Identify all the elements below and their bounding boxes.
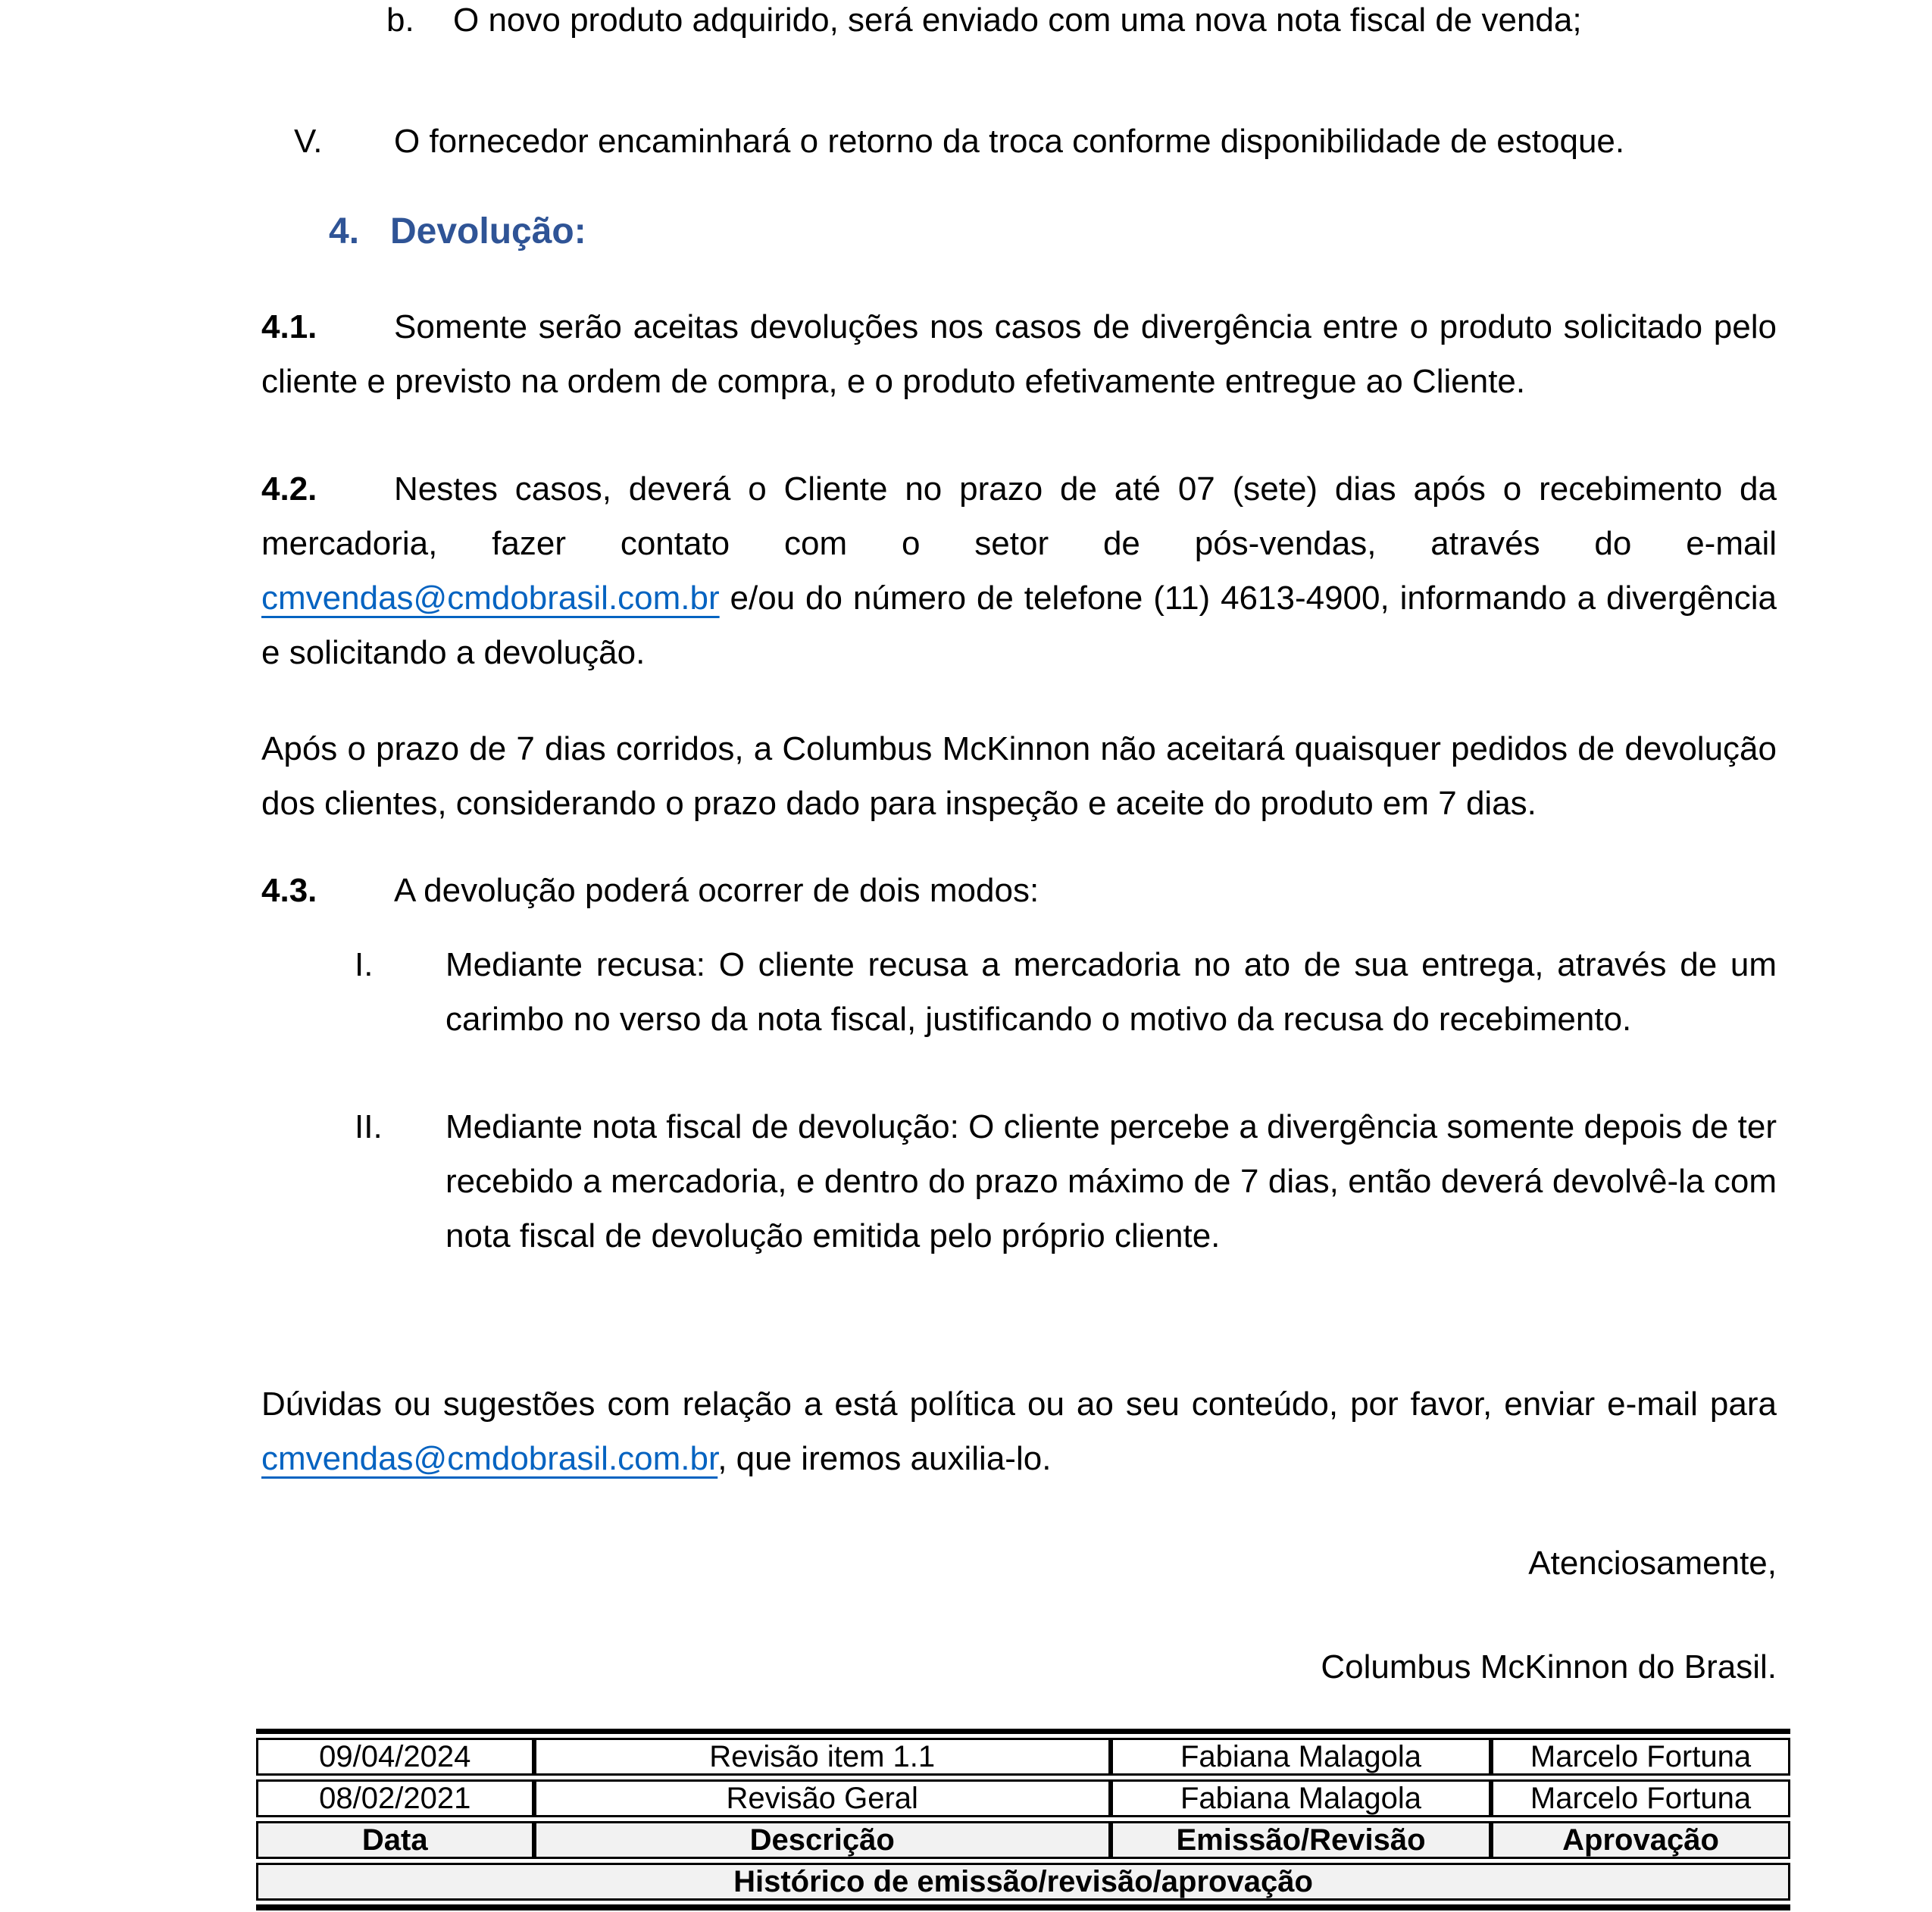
list-item-b-label: b.: [386, 2, 414, 39]
cell-approval-1: Marcelo Fortuna: [1491, 1738, 1790, 1776]
paragraph-4-1-text: Somente serão aceitas devoluções nos casos de divergência entre o produto solicitado pelo cliente e previsto na ordem de compra, e o produto efetivamente entregue ao Cliente.: [261, 308, 1777, 400]
list-item-roman-2-text: Mediante nota fiscal de devolução: O cliente percebe a divergência somente depois de ter recebido a mercadoria, e dentro do prazo máximo de 7 dias, então deverá devolvê-la com nota fiscal de devolução emitida pelo próprio cliente.: [445, 1108, 1777, 1254]
email-link-duvidas[interactable]: cmvendas@cmdobrasil.com.br: [261, 1440, 718, 1477]
cell-date-1: 09/04/2024: [256, 1738, 534, 1776]
list-item-b-text: O novo produto adquirido, será enviado com uma nova nota fiscal de venda;: [453, 2, 1582, 39]
email-link-pos-vendas[interactable]: cmvendas@cmdobrasil.com.br: [261, 580, 720, 617]
paragraph-4-2-text-after-link: e/ou do número de telefone (11) 4613-4900, informando a divergência e solicitando a devolução.: [261, 580, 1777, 671]
paragraph-4-2: [261, 462, 1777, 680]
section-heading-text: Devolução:: [390, 211, 586, 251]
list-item-roman-2: [355, 1100, 1777, 1264]
section-heading-devolucao: [329, 209, 586, 255]
paragraph-duvidas-text-after-link: , que iremos auxilia-lo.: [717, 1440, 1052, 1477]
paragraph-4-2-text-before-link: Nestes casos, deverá o Cliente no prazo de até 07 (sete) dias após o recebimento da mercadoria, fazer contato com o setor de pós-vendas, através do e-mail: [261, 470, 1777, 562]
closing-line: Atenciosamente,: [1528, 1545, 1777, 1582]
cell-approval-2: Marcelo Fortuna: [1491, 1779, 1790, 1817]
paragraph-duvidas-text-before-link: Dúvidas ou sugestões com relação a está política ou ao seu conteúdo, por favor, enviar e-mail para: [261, 1386, 1777, 1423]
paragraph-4-1: [261, 300, 1777, 409]
cell-emission-1: Fabiana Malagola: [1111, 1738, 1491, 1776]
header-aprovacao: Aprovação: [1491, 1821, 1790, 1859]
paragraph-4-2-number: 4.2.: [261, 470, 317, 508]
header-emissao-revisao: Emissão/Revisão: [1111, 1821, 1491, 1859]
paragraph-4-3: [261, 864, 1777, 918]
table-header-row: [256, 1821, 1790, 1859]
list-item-roman-2-label: II.: [355, 1108, 383, 1145]
list-item-roman-1: [355, 938, 1777, 1047]
cell-emission-2: Fabiana Malagola: [1111, 1779, 1491, 1817]
signature-line: Columbus McKinnon do Brasil.: [1321, 1648, 1777, 1685]
list-item-v: [294, 114, 1809, 169]
paragraph-apos-prazo: Após o prazo de 7 dias corridos, a Columbus McKinnon não aceitará quaisquer pedidos de devolução dos clientes, considerando o prazo dado para inspeção e aceite do produto em 7 dias.: [261, 730, 1777, 822]
list-item-roman-1-label: I.: [355, 946, 374, 983]
header-descricao: Descrição: [534, 1821, 1111, 1859]
table-footer-title: Histórico de emissão/revisão/aprovação: [256, 1863, 1790, 1901]
header-data: Data: [256, 1821, 534, 1859]
paragraph-duvidas: [261, 1377, 1777, 1486]
cell-description-1: Revisão item 1.1: [534, 1738, 1111, 1776]
revision-history-table: [256, 1729, 1790, 1910]
paragraph-4-3-text: A devolução poderá ocorrer de dois modos:: [394, 872, 1039, 909]
list-item-v-label: V.: [294, 123, 323, 160]
list-item-b: [386, 0, 1826, 48]
table-row-revision-1: [256, 1738, 1790, 1776]
cell-description-2: Revisão Geral: [534, 1779, 1111, 1817]
cell-date-2: 08/02/2021: [256, 1779, 534, 1817]
section-heading-number: 4.: [329, 211, 360, 251]
list-item-v-text: O fornecedor encaminhará o retorno da troca conforme disponibilidade de estoque.: [394, 123, 1625, 160]
table-footer-row: [256, 1863, 1790, 1901]
paragraph-4-3-number: 4.3.: [261, 872, 317, 909]
list-item-roman-1-text: Mediante recusa: O cliente recusa a mercadoria no ato de sua entrega, através de um carimbo no verso da nota fiscal, justificando o motivo da recusa do recebimento.: [445, 946, 1777, 1038]
paragraph-4-1-number: 4.1.: [261, 308, 317, 345]
table-row-revision-2: [256, 1779, 1790, 1817]
